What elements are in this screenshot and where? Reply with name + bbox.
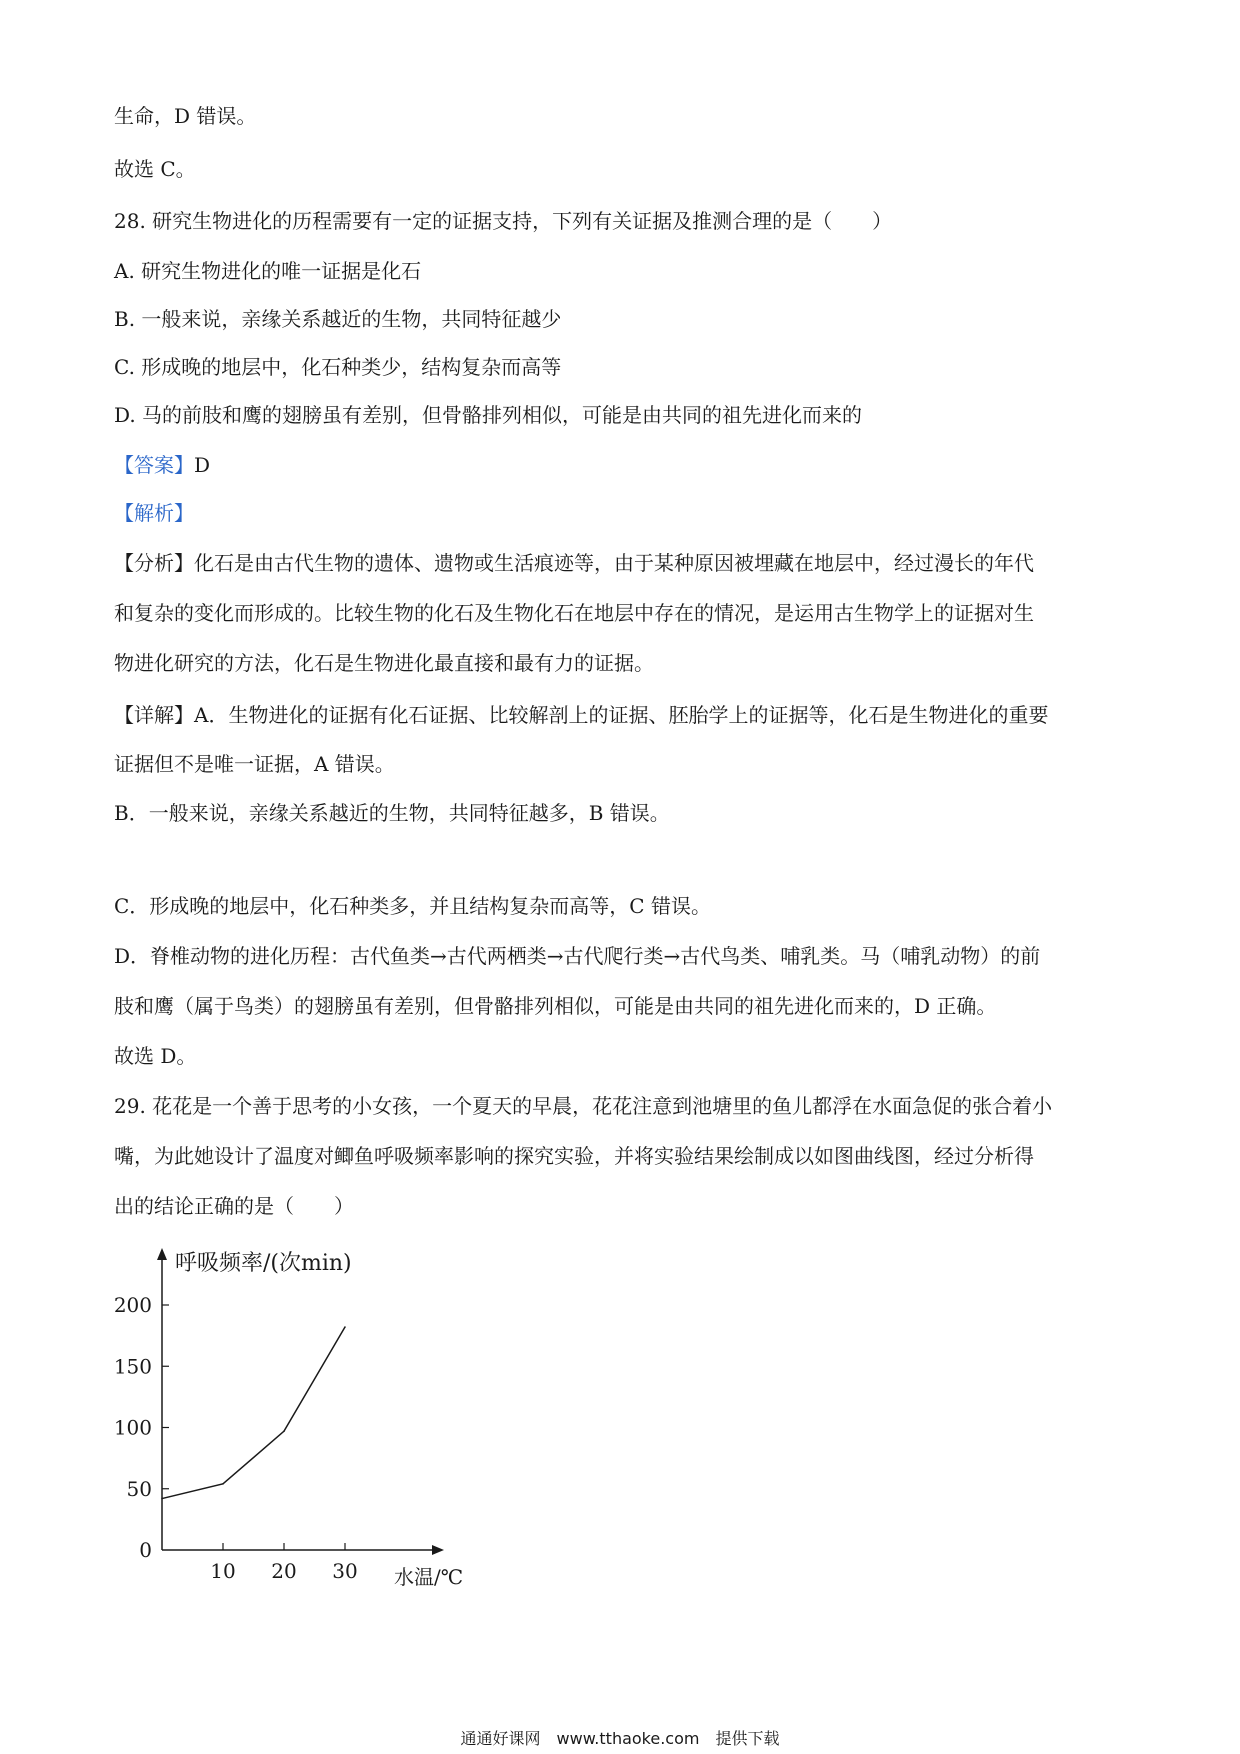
y-tick-label: 0 [139,1538,152,1562]
data-point [344,1326,346,1328]
analysis-tag: 【解析】 [114,501,194,525]
question-29: 29. 花花是一个善于思考的小女孩，一个夏天的早晨，花花注意到池塘里的鱼儿都浮在水面急促的张合着小 [114,1094,1053,1118]
series-line [162,1327,345,1499]
y-tick-label: 200 [113,1293,152,1317]
option-d: D. 马的前肢和鹰的翅膀虽有差别，但骨骼排列相似，可能是由共同的祖先进化而来的 [114,403,863,427]
text-line: 生命，D 错误。 [114,104,257,128]
select-d: 故选 D。 [114,1044,197,1068]
detail-text: C．形成晚的地层中，化石种类多，并且结构复杂而高等，C 错误。 [114,894,711,918]
data-point [161,1498,163,1500]
detail-text: 证据但不是唯一证据，A 错误。 [114,752,395,776]
y-tick-label: 150 [113,1354,152,1379]
question-29: 嘴，为此她设计了温度对鲫鱼呼吸频率影响的探究实验，并将实验结果绘制成以如图曲线图，经过分析得 [114,1144,1034,1168]
analysis-text: 和复杂的变化而形成的。比较生物的化石及生物化石在地层中存在的情况，是运用古生物学上的证据对生 [114,601,1034,625]
x-tick-label: 10 [210,1559,236,1583]
question-29: 出的结论正确的是（ ） [114,1194,354,1218]
answer-line [114,449,210,478]
detail-text: B．一般来说，亲缘关系越近的生物，共同特征越多，B 错误。 [114,801,670,825]
line-chart [100,1236,500,1596]
option-a: A. 研究生物进化的唯一证据是化石 [114,259,422,283]
option-b: B. 一般来说，亲缘关系越近的生物，共同特征越少 [114,307,562,331]
x-axis-label: 水温/℃ [394,1565,464,1589]
detail-text: 【详解】A．生物进化的证据有化石证据、比较解剖上的证据、胚胎学上的证据等，化石是生物进化的重要 [114,703,1049,727]
data-point [222,1483,224,1485]
analysis-text: 物进化研究的方法，化石是生物进化最直接和最有力的证据。 [114,651,654,675]
data-point [283,1430,285,1432]
footer-text: 通通好课网 www.tthaoke.com 提供下载 [460,1729,780,1748]
x-axis-arrow [432,1545,444,1555]
y-tick-label: 50 [126,1476,152,1501]
x-tick-label: 30 [332,1559,358,1583]
y-tick-label: 100 [113,1415,152,1440]
answer-value: D [194,453,211,477]
text-line: 故选 C。 [114,157,196,181]
answer-tag: 【答案】 [114,453,194,477]
y-axis-arrow [157,1248,167,1260]
detail-text: 肢和鹰（属于鸟类）的翅膀虽有差别，但骨骼排列相似，可能是由共同的祖先进化而来的，D 正确。 [114,994,997,1018]
analysis-text: 【分析】化石是由古代生物的遗体、遗物或生活痕迹等，由于某种原因被埋藏在地层中，经过漫长的年代 [114,551,1034,575]
detail-text: D．脊椎动物的进化历程：古代鱼类→古代两栖类→古代爬行类→古代鸟类、哺乳类。马（哺乳动物）的前 [114,944,1041,968]
x-tick-label: 20 [271,1559,297,1583]
y-axis-label: 呼吸频率/(次min) [175,1251,352,1276]
option-c: C. 形成晚的地层中，化石种类少，结构复杂而高等 [114,355,562,379]
question-28: 28. 研究生物进化的历程需要有一定的证据支持，下列有关证据及推测合理的是（ ） [114,209,893,233]
